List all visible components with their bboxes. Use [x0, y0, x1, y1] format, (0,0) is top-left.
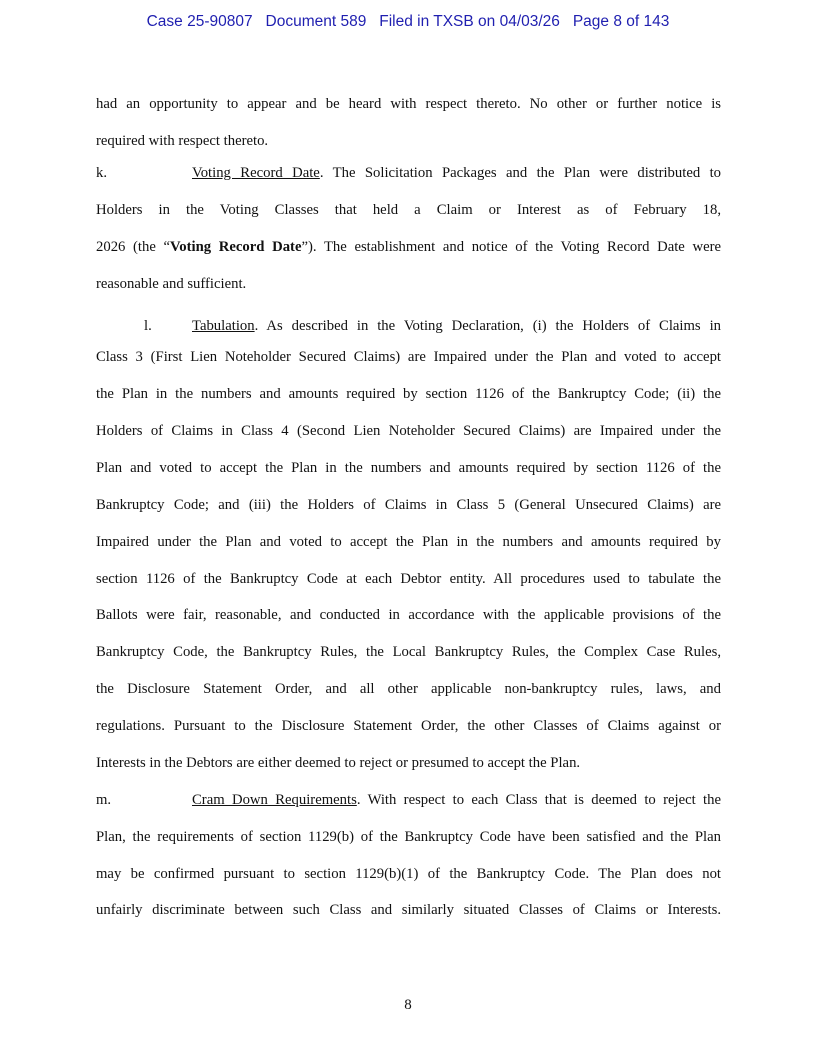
para-l-label: l.: [144, 318, 152, 334]
para-l-line: regulations. Pursuant to the Disclosure Statement Order, the other Classes of Claims against or: [96, 718, 721, 734]
para-l-line: Ballots were fair, reasonable, and conducted in accordance with the applicable provisions of the: [96, 607, 721, 623]
court-filing-stamp: Case 25-90807 Document 589 Filed in TXSB on 04/03/26 Page 8 of 143: [146, 13, 670, 30]
para-k-line-3: [96, 237, 721, 257]
para-k-text: . The Solicitation Packages and the Plan were distributed to: [319, 165, 721, 181]
para-k-label: k.: [96, 165, 108, 181]
para-l-line-1: [96, 316, 721, 336]
para-l-line: Bankruptcy Code; and (iii) the Holders of Claims in Class 5 (General Unsecured Claims) are: [96, 497, 721, 513]
para-k-text: 2026 (the “: [96, 239, 171, 255]
para-m-heading: Cram Down Requirements: [192, 792, 357, 808]
para-l-line: Bankruptcy Code, the Bankruptcy Rules, the Local Bankruptcy Rules, the Complex Case Rules,: [96, 644, 721, 660]
para-l-line: Plan and voted to accept the Plan in the numbers and amounts required by section 1126 of the: [96, 460, 721, 476]
para-l-text: . As described in the Voting Declaration, (i) the Holders of Claims in: [254, 318, 721, 334]
para-l-line: Impaired under the Plan and voted to accept the Plan in the numbers and amounts required by: [96, 534, 721, 550]
para-k-line-4: reasonable and sufficient.: [96, 276, 247, 292]
para-k-text: ”). The establishment and notice of the Voting Record Date were: [301, 239, 722, 255]
continuation-line-1: had an opportunity to appear and be heard with respect thereto. No other or further notice is: [96, 96, 721, 112]
defined-term-voting-record-date: Voting Record Date: [170, 239, 302, 255]
para-k-line-2: Holders in the Voting Classes that held a Claim or Interest as of February 18,: [96, 202, 721, 218]
para-m-label: m.: [96, 792, 112, 808]
continuation-line-2: required with respect thereto.: [96, 133, 269, 149]
para-l-line: the Plan in the numbers and amounts required by section 1126 of the Bankruptcy Code; (ii) the: [96, 386, 721, 402]
para-m-text: . With respect to each Class that is deemed to reject the: [356, 792, 721, 808]
para-k-line-1: [96, 163, 721, 183]
para-m-line-1: [96, 790, 721, 810]
para-l-line: section 1126 of the Bankruptcy Code at each Debtor entity. All procedures used to tabulate the: [96, 571, 721, 587]
para-l-line: Class 3 (First Lien Noteholder Secured Claims) are Impaired under the Plan and voted to accept: [96, 349, 721, 365]
para-l-line: Interests in the Debtors are either deemed to reject or presumed to accept the Plan.: [96, 755, 581, 771]
para-m-line: may be confirmed pursuant to section 1129(b)(1) of the Bankruptcy Code. The Plan does not: [96, 866, 721, 882]
para-k-heading: Voting Record Date: [192, 165, 320, 181]
para-m-line: Plan, the requirements of section 1129(b) of the Bankruptcy Code have been satisfied and the Plan: [96, 829, 721, 845]
para-l-line: the Disclosure Statement Order, and all other applicable non-bankruptcy rules, laws, and: [96, 681, 721, 697]
page-number: 8: [404, 997, 412, 1013]
para-l-heading: Tabulation: [192, 318, 255, 334]
para-l-line: Holders of Claims in Class 4 (Second Lien Noteholder Secured Claims) are Impaired under the: [96, 423, 721, 439]
para-m-line: unfairly discriminate between such Class and similarly situated Classes of Claims or Interests.: [96, 902, 721, 918]
